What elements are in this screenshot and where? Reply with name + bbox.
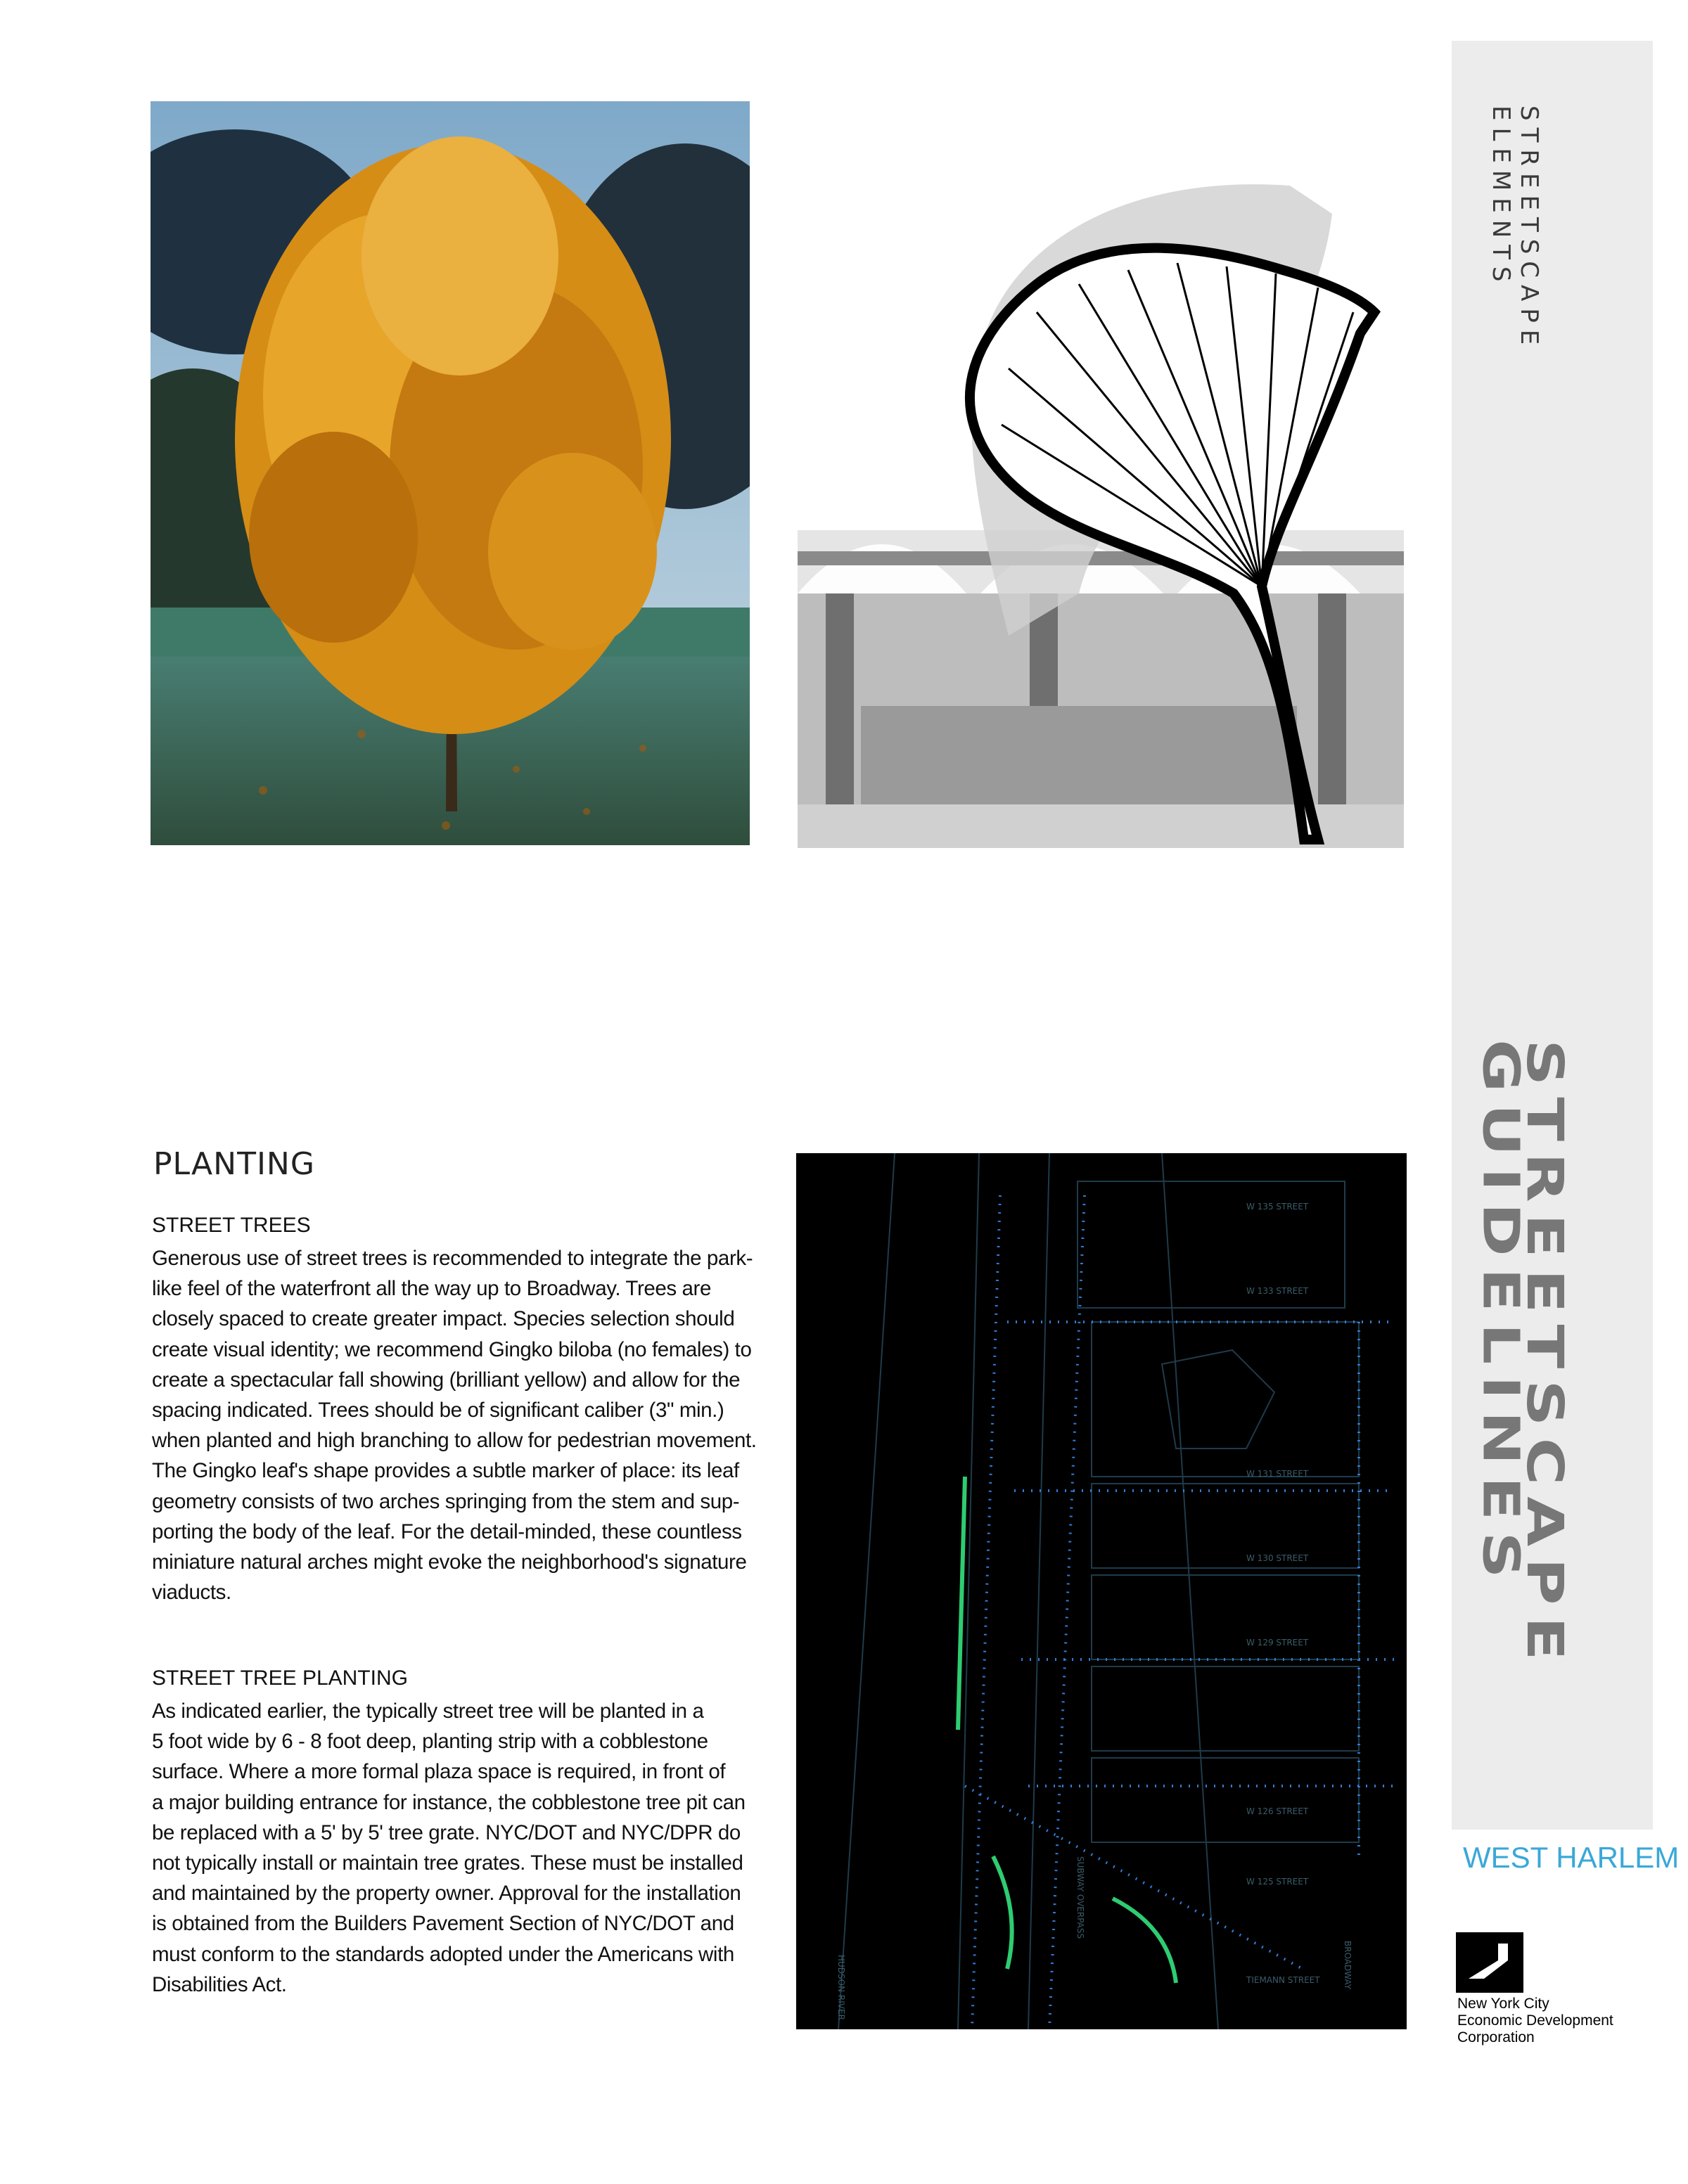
map-label-w126: W 126 STREET [1246, 1806, 1309, 1816]
map-label-w131: W 131 STREET [1246, 1469, 1309, 1479]
org-line-2: Economic Development [1457, 2012, 1613, 2029]
org-line-1: New York City [1457, 1996, 1549, 2012]
site-plan-map [796, 1153, 1407, 2029]
section-heading: PLANTING [153, 1146, 315, 1182]
sidebar-title [1435, 1039, 1575, 1672]
map-label-w125: W 125 STREET [1246, 1877, 1309, 1887]
map-label-broadway: BROADWAY [1343, 1941, 1353, 1990]
map-label-w129: W 129 STREET [1246, 1638, 1309, 1647]
nycedc-logo-icon [1456, 1932, 1523, 1993]
street-trees-body: Generous use of street trees is recommended to integrate the park- like feel of the waterfront all the way up to Broadway. Trees are closely spaced to create greater impact. Species selection should create visual identity; we recommend Gingko biloba (no females) to create a spectacular fall showing (brilliant yellow) and allow for the spacing indicated. Trees should be of significant caliber (3" min.) when planted and high branching to allow for pedestrian movement. The Gingko leaf's shape provides a subtle marker of place: its leaf geometry consists of two arches springing from the stem and sup- porting the body of the leaf. For the detail-minded, these countless miniature natural arches might evoke the neighborhood's signature viaducts. [152, 1247, 757, 1605]
section-label: STREETSCAPE ELEMENTS [1487, 105, 1543, 352]
sidebar-title-line1: STREETSCAPE [1515, 1039, 1575, 1672]
map-label-hudson: HUDSON RIVER [836, 1955, 846, 2020]
org-line-3: Corporation [1457, 2029, 1535, 2045]
map-label-w135: W 135 STREET [1246, 1202, 1309, 1212]
street-tree-planting-title: STREET TREE PLANTING [152, 1666, 408, 1690]
map-label-w133: W 133 STREET [1246, 1286, 1309, 1296]
street-tree-planting-body: As indicated earlier, the typically street tree will be planted in a 5 foot wide by 6 - 8 foot deep, planting strip with a cobblestone surface. Where a more formal plaza space is required, in front of a major building entrance for instance, the cobblestone tree pit can be replaced with a 5' by 5' tree grate. NYC/DOT and NYC/DPR do not typically install or maintain tree grates. These must be installed and maintained by the property owner. Approval for the installation is obtained from the Builders Pavement Section of NYC/DOT and must conform to the standards adopted under the Americans with Disabilities Act. [152, 1700, 746, 1996]
organization-name [1457, 1996, 1613, 2046]
map-label-tiemann: TIEMANN STREET [1246, 1975, 1320, 1985]
ginkgo-tree-photo [151, 101, 750, 845]
map-label-w130: W 130 STREET [1246, 1553, 1309, 1563]
ginkgo-leaf-viaduct-collage [798, 101, 1404, 848]
street-trees-title: STREET TREES [152, 1214, 311, 1237]
sidebar-title-line2: GUIDELINES [1471, 1039, 1530, 1590]
map-label-subway: SUBWAY OVERPASS [1075, 1856, 1085, 1939]
place-name: WEST HARLEM [1463, 1841, 1680, 1874]
